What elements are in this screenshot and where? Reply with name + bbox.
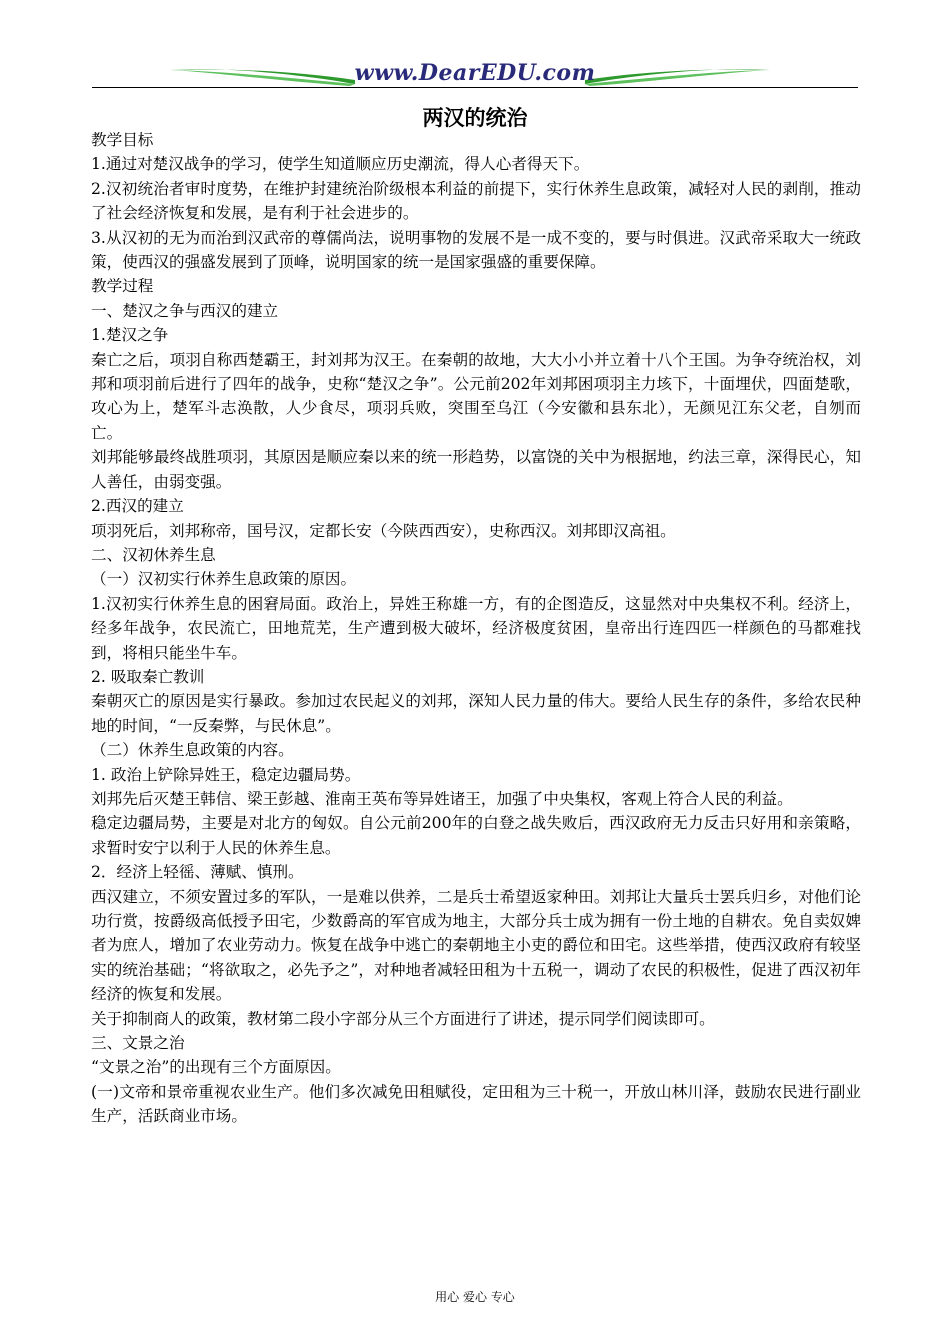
body-paragraph: “文景之治”的出现有三个方面原因。 [91,1058,341,1077]
subsection-heading: 2. 吸取秦亡教训 [91,667,205,686]
heading-objectives: 教学目标 [91,131,154,149]
body-paragraph: 关于抑制商人的政策，教材第二段小字部分从三个方面进行了讲述，提示同学们阅读即可。 [91,1009,715,1028]
page-header [0,0,950,100]
objective-1: 1.通过对楚汉战争的学习，使学生知道顺应历史潮流，得人心者得天下。 [91,155,590,174]
objective-2: 2.汉初统治者审时度势，在维护封建统治阶级根本利益的前提下，实行休养生息政策，减轻对人民的剥削，推动了社会经济恢复和发展，是有利于社会进步的。 [91,179,861,223]
body-paragraph: 秦亡之后，项羽自称西楚霸王，封刘邦为汉王。在秦朝的故地，大大小小并立着十八个王国。为争夺统治权，刘邦和项羽前后进行了四年的战争，史称“楚汉之争”。公元前202年刘邦困项羽主力垓下，十面埋伏，四面楚歌，攻心为上，楚军斗志涣散，人少食尽，项羽兵败，突围至乌江（今安徽和县东北），无颜见江东父老，自刎而亡。 [91,350,861,442]
document-body [91,128,861,1129]
section-3-heading: 三、文景之治 [91,1034,185,1053]
section-1-heading: 一、楚汉之争与西汉的建立 [91,301,279,320]
section-2-heading: 二、汉初休养生息 [91,545,216,564]
objective-3: 3.从汉初的无为而治到汉武帝的尊儒尚法，说明事物的发展不是一成不变的，要与时俱进。汉武帝采取大一统政策，使西汉的强盛发展到了顶峰，说明国家的统一是国家强盛的重要保障。 [91,228,861,272]
subsection-heading: 1. 政治上铲除异姓王，稳定边疆局势。 [91,765,361,784]
body-paragraph: 稳定边疆局势，主要是对北方的匈奴。自公元前200年的白登之战失败后，西汉政府无力反击只好用和亲策略，求暂时安宁以利于人民的休养生息。 [91,814,861,857]
heading-process: 教学过程 [91,277,154,296]
subsection-heading: 1.楚汉之争 [91,326,169,345]
page-footer: 用心 爱心 专心 [435,1290,515,1304]
body-paragraph: 秦朝灭亡的原因是实行暴政。参加过农民起义的刘邦，深知人民力量的伟大。要给人民生存的条件，多给农民种地的时间，“一反秦弊，与民休息”。 [91,692,861,735]
header-rule [92,87,858,88]
body-paragraph: 西汉建立，不须安置过多的军队，一是难以供养，二是兵士希望返家种田。刘邦让大量兵士罢兵归乡，对他们论功行赏，按爵级高低授予田宅，少数爵高的军官成为地主，大部分兵士成为拥有一份土地的自耕农。免自卖奴婢者为庶人，增加了农业劳动力。恢复在战争中逃亡的秦朝地主小吏的爵位和田宅。这些举措，使西汉政府有较坚实的统治基础；“将欲取之，必先予之”，对种地者减轻田租为十五税一，调动了农民的积极性，促进了西汉初年经济的恢复和发展。 [91,887,861,1004]
body-paragraph: 1.汉初实行休养生息的困窘局面。政治上，异姓王称雄一方，有的企图造反，这显然对中央集权不利。经济上，经多年战争，农民流亡，田地荒芜，生产遭到极大破坏，经济极度贫困，皇帝出行连四匹一样颜色的马都难找到，将相只能坐牛车。 [91,594,861,662]
subsection-heading: （一）汉初实行休养生息政策的原因。 [91,570,357,589]
body-paragraph: (一)文帝和景帝重视农业生产。他们多次减免田租赋役，定田租为三十税一，开放山林川泽，鼓励农民进行副业生产，活跃商业市场。 [91,1082,861,1126]
subsection-heading: （二）休养生息政策的内容。 [91,741,294,760]
document-title: 两汉的统治 [422,106,528,130]
subsection-heading: 2．经济上轻徭、薄赋、慎刑。 [91,863,304,882]
subsection-heading: 2.西汉的建立 [91,497,184,516]
site-logo-text[interactable]: www.DearEDU.com [354,60,596,86]
body-paragraph: 刘邦先后灭楚王韩信、梁王彭越、淮南王英布等异姓诸王，加强了中央集权，客观上符合人民的利益。 [91,789,793,808]
body-paragraph: 项羽死后，刘邦称帝，国号汉，定都长安（今陕西西安），史称西汉。刘邦即汉高祖。 [91,521,676,540]
body-paragraph: 刘邦能够最终战胜项羽，其原因是顺应秦以来的统一形趋势，以富饶的关中为根据地，约法三章，深得民心，知人善任，由弱变强。 [91,448,861,491]
